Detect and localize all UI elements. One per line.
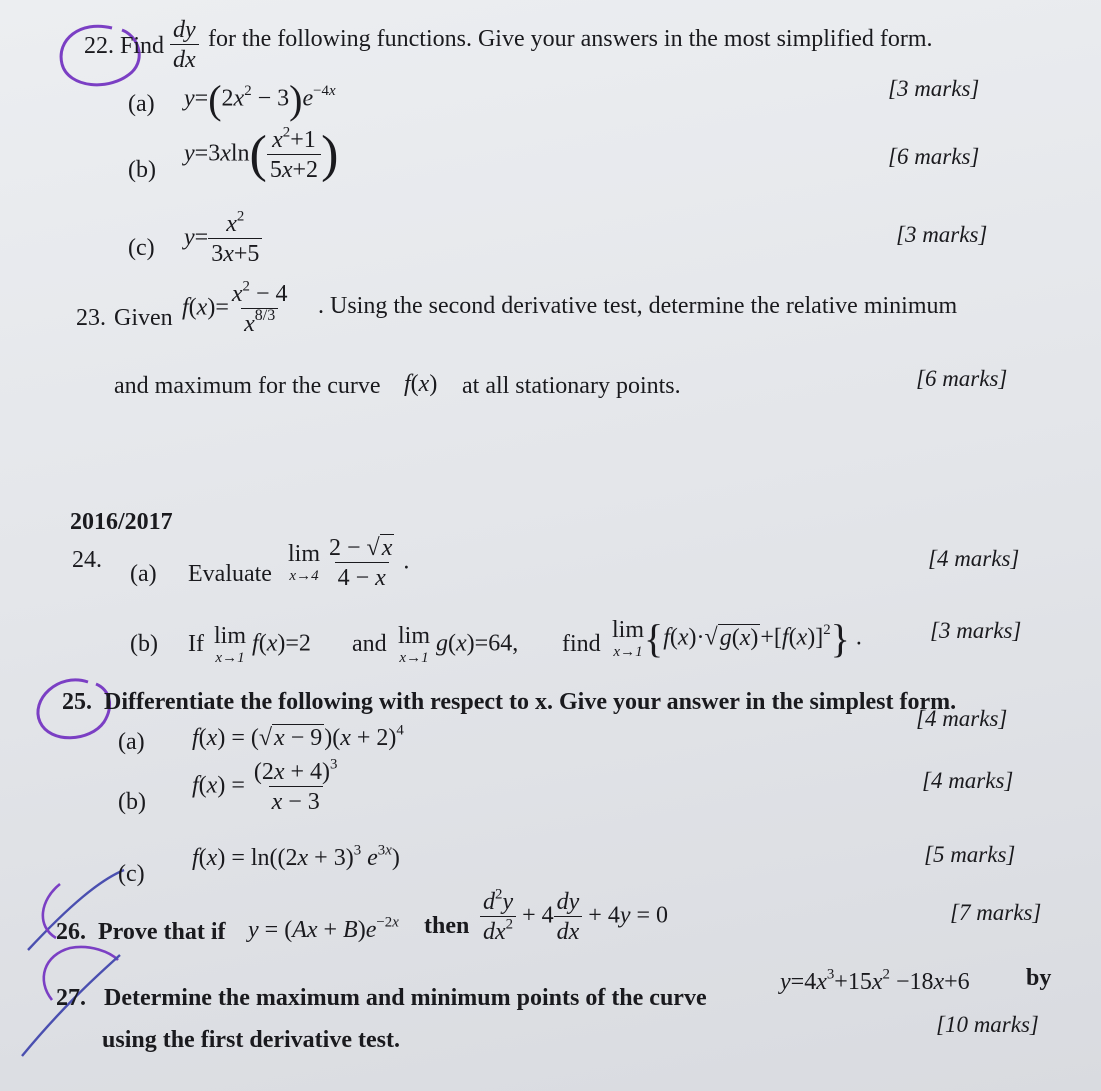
q22-number: 22. [84, 33, 114, 59]
q22-a-expression: $y=(2x^2 - 3)e^{-4x}$ [184, 77, 336, 122]
q23-instruction-1: . Using the second derivative test, determine the relative minimum [318, 293, 958, 319]
q24-b-and: and [352, 631, 387, 657]
q22-instruction: for the following functions. Give your answers in the most simplified form. [208, 26, 933, 52]
q24-a-label: (a) [130, 561, 157, 587]
q23-number: 23. [76, 305, 106, 331]
q22-a-marks: [3 marks] [888, 76, 980, 101]
q24-b-limit-g: lim x→1 g(x)=64, [398, 623, 519, 666]
q25-a-expression: $f(x) = (√x - 9)(x + 2)^4$ [192, 722, 404, 751]
q22-c-expression: y= $\frac{x^2}{3x+5}$ [184, 212, 262, 266]
q22-find: Find [120, 33, 165, 59]
q25-c-label: (c) [118, 861, 145, 887]
q22-c-label: (c) [128, 235, 155, 261]
q25-b-label: (b) [118, 789, 146, 815]
q24-b-find: find [562, 631, 601, 657]
q22-b-expression: y=3xln( $\frac{x^2+1}{5x+2}$ ) [184, 124, 339, 183]
q25-c-marks: [5 marks] [924, 842, 1016, 867]
q24-a-evaluate: Evaluate [188, 561, 272, 587]
q27-instruction-2: using the first derivative test. [102, 1027, 400, 1053]
q24-b-label: (b) [130, 631, 158, 657]
q22-a-label: (a) [128, 91, 155, 117]
q25-instruction: Differentiate the following with respect to x. Give your answer in the simplest form. [104, 689, 957, 715]
q26-differential-equation: $\frac{d^2y}{dx^2}$ + 4 $\frac{dy}{dx}$ + 4y = 0 [480, 890, 668, 944]
q23-fx: f(x) [404, 371, 438, 397]
q27-instruction-1: Determine the maximum and minimum points of the curve [104, 985, 707, 1011]
q27-by: by [1026, 965, 1052, 991]
q27-curve-expression: $y=4x^3+15x^2 -18x+6$ [780, 966, 970, 995]
q27-marks: [10 marks] [936, 1012, 1039, 1037]
q23-given: Given [114, 305, 173, 331]
q26-number: 26. [56, 919, 86, 945]
q24-a-marks: [4 marks] [928, 546, 1020, 571]
q27-number: 27. [56, 985, 86, 1011]
q22-c-marks: [3 marks] [896, 222, 988, 247]
q24-b-limit-f: lim x→1 f(x)=2 [214, 623, 311, 666]
q25-number: 25. [62, 689, 92, 715]
q22-b-marks: [6 marks] [888, 144, 980, 169]
q24-b-limit-expression: lim x→1 $\{f(x)\cdot√g(x)+[f(x)]^2\}$ . [612, 616, 862, 661]
q26-then: then [424, 913, 470, 939]
q22-b-label: (b) [128, 157, 156, 183]
q25-b-marks: [4 marks] [922, 768, 1014, 793]
q22-dydx: $\frac{dy}{dx}$ [170, 18, 199, 72]
q23-marks: [6 marks] [916, 366, 1008, 391]
q25-a-label: (a) [118, 729, 145, 755]
q25-a-marks: [4 marks] [916, 706, 1008, 731]
q24-b-marks: [3 marks] [930, 618, 1022, 643]
q25-b-expression: f(x) = $\frac{(2x + 4)^3}{x - 3}$ [192, 756, 338, 815]
q26-y-expression: $y = (Ax + B)e^{-2x}$ [248, 914, 399, 943]
q24-b-if: If [188, 631, 204, 657]
q26-marks: [7 marks] [950, 900, 1042, 925]
q24-number: 24. [72, 547, 102, 573]
q23-instruction-2: and maximum for the curve [114, 373, 381, 399]
section-year: 2016/2017 [70, 509, 173, 535]
q23-instruction-3: at all stationary points. [462, 373, 681, 399]
q26-instruction: Prove that if [98, 919, 226, 945]
q25-c-expression: $f(x) = \ln((2x + 3)^3$ $e^{3x}$) [192, 842, 400, 871]
q24-a-limit: lim x→4 $\frac{2 - √x}{4 - x}$ . [288, 535, 410, 591]
q23-function: f(x)= $\frac{x^2 - 4}{x^{8/3}}$ [182, 278, 288, 337]
